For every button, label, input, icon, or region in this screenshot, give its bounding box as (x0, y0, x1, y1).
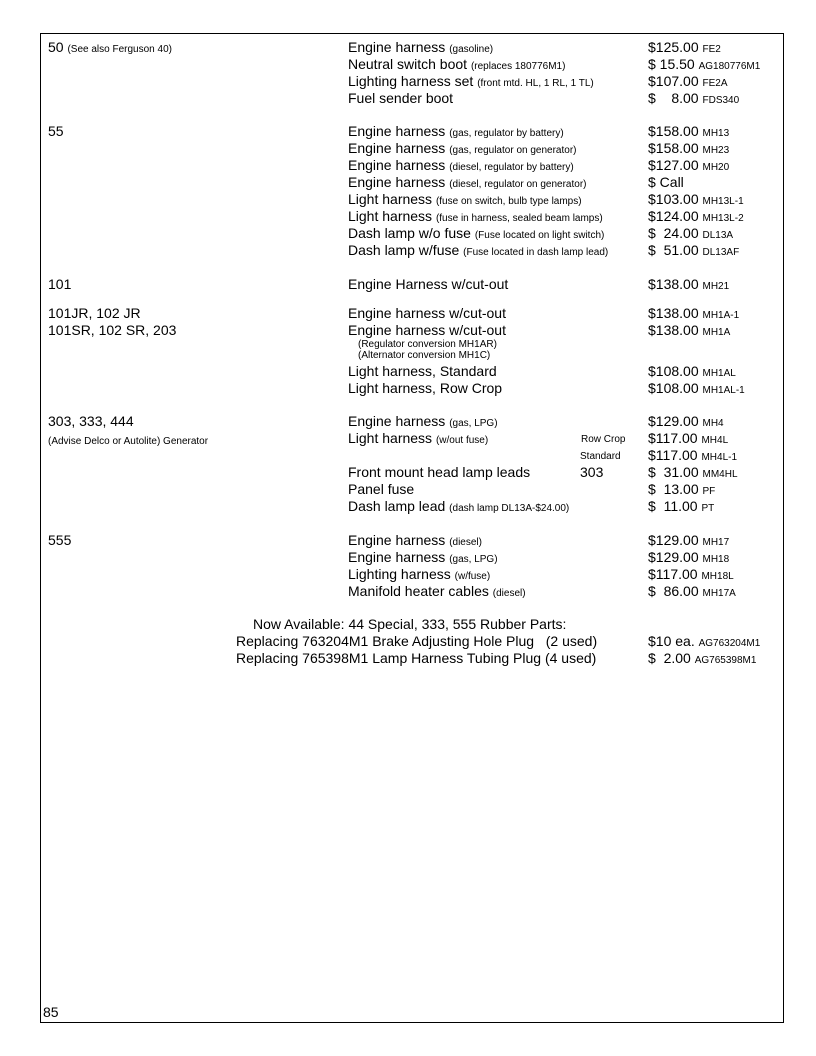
item-price: $117.00 MH4L (648, 430, 729, 446)
item-description: Neutral switch boot (replaces 180776M1) (348, 56, 566, 72)
item-price: $158.00 MH13 (648, 123, 730, 139)
model-label: 303, 333, 444 (48, 413, 134, 429)
item-description: Light harness (w/out fuse) (348, 430, 489, 446)
item-description: Lighting harness set (front mtd. HL, 1 RL, 1 TL) (348, 73, 594, 89)
variant-tag: 303 (580, 464, 604, 480)
model-label: 555 (48, 532, 72, 548)
rubber-parts-heading: Now Available: 44 Special, 333, 555 Rubber Parts: (253, 616, 567, 632)
item-description: Dash lamp w/fuse (Fuse located in dash lamp lead) (348, 242, 609, 258)
item-price: $ 13.00 PF (648, 481, 716, 497)
item-price: $129.00 MH17 (648, 532, 730, 548)
item-price: $138.00 MH21 (648, 276, 730, 292)
item-price: $10 ea. AG763204M1 (648, 633, 761, 649)
item-description: Light harness, Standard (348, 363, 497, 379)
item-price: $138.00 MH1A (648, 322, 731, 338)
item-price: $108.00 MH1AL (648, 363, 736, 379)
item-price: $ 8.00 FDS340 (648, 90, 740, 106)
item-description: Manifold heater cables (diesel) (348, 583, 526, 599)
item-description: Light harness, Row Crop (348, 380, 503, 396)
item-description: Engine harness w/cut-out (348, 322, 506, 338)
item-description: Engine harness (gas, regulator on generator) (348, 140, 577, 156)
item-price: $ Call (648, 174, 684, 190)
item-price: $129.00 MH18 (648, 549, 730, 565)
item-price: $108.00 MH1AL-1 (648, 380, 745, 396)
item-description: Engine harness w/cut-out (348, 305, 506, 321)
item-description: Light harness (fuse on switch, bulb type lamps) (348, 191, 582, 207)
item-price: $138.00 MH1A-1 (648, 305, 740, 321)
item-price: $ 86.00 MH17A (648, 583, 736, 599)
item-description: Dash lamp w/o fuse (Fuse located on light switch) (348, 225, 605, 241)
item-price: $ 11.00 PT (648, 498, 715, 514)
item-description: Light harness (fuse in harness, sealed beam lamps) (348, 208, 603, 224)
item-price: $103.00 MH13L-1 (648, 191, 744, 207)
item-description: Engine harness (diesel) (348, 532, 482, 548)
item-price: $158.00 MH23 (648, 140, 730, 156)
item-description: Engine harness (gasoline) (348, 39, 494, 55)
model-note: (Advise Delco or Autolite) Generator (48, 436, 209, 447)
item-description: Engine harness (diesel, regulator by battery) (348, 157, 574, 173)
item-description: Engine harness (gas, LPG) (348, 413, 498, 429)
item-price: $117.00 MH4L-1 (648, 447, 738, 463)
model-label: 101JR, 102 JR (48, 305, 141, 321)
item-description: Front mount head lamp leads (348, 464, 531, 480)
model-label: 101SR, 102 SR, 203 (48, 322, 177, 338)
model-label: 101 (48, 276, 72, 292)
item-price: $ 2.00 AG765398M1 (648, 650, 757, 666)
rubber-part-description: Replacing 763204M1 Brake Adjusting Hole Plug (2 used) (236, 633, 598, 649)
item-description: Lighting harness (w/fuse) (348, 566, 491, 582)
item-price: $127.00 MH20 (648, 157, 730, 173)
item-price: $ 31.00 MM4HL (648, 464, 738, 480)
item-price: $117.00 MH18L (648, 566, 734, 582)
item-description: Engine Harness w/cut-out (348, 276, 509, 292)
item-price: $ 24.00 DL13A (648, 225, 734, 241)
page-number: 85 (43, 1004, 59, 1020)
item-price: $125.00 FE2 (648, 39, 721, 55)
item-description: Fuel sender boot (348, 90, 454, 106)
item-price: $129.00 MH4 (648, 413, 724, 429)
model-label: 55 (48, 123, 64, 139)
item-price: $124.00 MH13L-2 (648, 208, 744, 224)
item-description: Engine harness (diesel, regulator on generator) (348, 174, 587, 190)
variant-tag: Row Crop (581, 434, 626, 445)
item-description: Engine harness (gas, LPG) (348, 549, 498, 565)
model-label: 50 (See also Ferguson 40) (48, 39, 172, 55)
item-description: Panel fuse (348, 481, 415, 497)
item-subnote: (Regulator conversion MH1AR) (358, 339, 497, 350)
item-description: Dash lamp lead (dash lamp DL13A-$24.00) (348, 498, 570, 514)
item-price: $ 15.50 AG180776M1 (648, 56, 761, 72)
item-price: $ 51.00 DL13AF (648, 242, 740, 258)
item-price: $107.00 FE2A (648, 73, 728, 89)
variant-tag: Standard (580, 451, 621, 462)
item-description: Engine harness (gas, regulator by battery) (348, 123, 564, 139)
rubber-part-description: Replacing 765398M1 Lamp Harness Tubing Plug (4 used) (236, 650, 597, 666)
item-subnote: (Alternator conversion MH1C) (358, 350, 491, 361)
